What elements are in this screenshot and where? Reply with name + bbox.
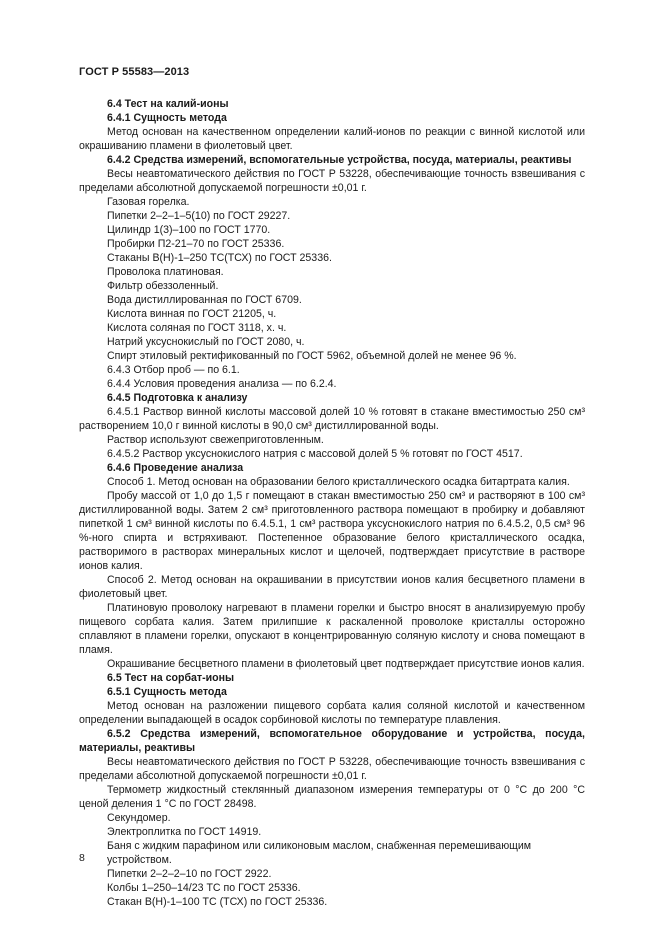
section-heading: 6.5.2 Средства измерений, вспомогательное оборудование и устройства, посуда, материалы, реактивы <box>79 728 585 754</box>
list-item: 6.4.3 Отбор проб — по 6.1. <box>107 364 240 376</box>
paragraph: Способ 2. Метод основан на окрашивании в присутствии ионов калия бесцветного пламени в фиолетовый цвет. <box>79 574 585 600</box>
list-item: 6.4.5.2 Раствор уксуснокислого натрия с массовой долей 5 % готовят по ГОСТ 4517. <box>107 448 523 460</box>
list-item: Кислота соляная по ГОСТ 3118, х. ч. <box>107 322 287 334</box>
section-heading: 6.4 Тест на калий-ионы <box>107 98 229 110</box>
list-item: Спирт этиловый ректификованный по ГОСТ 5962, объемной долей не менее 96 %. <box>107 350 517 362</box>
list-item: Окрашивание бесцветного пламени в фиолетовый цвет подтверждает присутствие ионов калия. <box>107 658 585 670</box>
list-item: Баня с жидким парафином или силиконовым маслом, снабженная перемешивающим устройством. <box>107 840 532 866</box>
list-item: Способ 1. Метод основан на образовании белого кристаллического осадка битартрата калия. <box>107 476 570 488</box>
paragraph: 6.4.5.1 Раствор винной кислоты массовой долей 10 % готовят в стакане вместимостью 250 см³ растворением 10,0 г винной кислоты в 90,0 см³ дистиллированной воды. <box>79 406 585 432</box>
list-item: Проволока платиновая. <box>107 266 224 278</box>
list-item: Газовая горелка. <box>107 196 190 208</box>
list-item: Кислота винная по ГОСТ 21205, ч. <box>107 308 277 320</box>
list-item: Секундомер. <box>107 812 171 824</box>
list-item: Пипетки 2–2–2–10 по ГОСТ 2922. <box>107 868 272 880</box>
paragraph: Термометр жидкостный стеклянный диапазоном измерения температуры от 0 °С до 200 °С ценой деления 1 °С по ГОСТ 28498. <box>79 784 585 810</box>
list-item: Колбы 1–250–14/23 ТС по ГОСТ 25336. <box>107 882 301 894</box>
paragraph: Пробу массой от 1,0 до 1,5 г помещают в стакан вместимостью 250 см³ и растворяют в 100 см³ дистиллированной воды. Затем 2 см³ приготовленного раствора помещают в пробирку и добавляют пипеткой 1 см³ винной кислоты по 6.4.5.1, 1 см³ раствора уксуснокислого натрия по 6.4.5.2, 0,5 см³ 96 %-ного спирта и встряхивают. Постепенное образование белого кристаллического осадка, растворимого в растворах минеральных кислот и щелочей, подтверждает присутствие в растворе ионов калия. <box>79 490 585 572</box>
list-item: Стакан В(Н)-1–100 ТС (ТСХ) по ГОСТ 25336. <box>107 896 328 908</box>
list-item: Цилиндр 1(3)–100 по ГОСТ 1770. <box>107 224 271 236</box>
paragraph: Весы неавтоматического действия по ГОСТ Р 53228, обеспечивающие точность взвешивания с пределами абсолютной допускаемой погрешности ±0,01 г. <box>79 168 585 194</box>
list-item: 6.4.4 Условия проведения анализа — по 6.2.4. <box>107 378 337 390</box>
section-heading: 6.4.6 Проведение анализа <box>107 462 244 474</box>
section-heading: 6.5.1 Сущность метода <box>107 686 227 698</box>
paragraph: Метод основан на разложении пищевого сорбата калия соляной кислотой и качественном определении выпадающей в осадок сорбиновой кислоты по температуре плавления. <box>79 700 585 726</box>
section-heading: 6.4.2 Средства измерений, вспомогательные устройства, посуда, материалы, реактивы <box>107 154 572 166</box>
document-header: ГОСТ Р 55583—2013 <box>79 66 190 78</box>
section-heading: 6.4.1 Сущность метода <box>107 112 227 124</box>
document-body <box>79 97 585 909</box>
list-item: Электроплитка по ГОСТ 14919. <box>107 826 262 838</box>
list-item: Пипетки 2–2–1–5(10) по ГОСТ 29227. <box>107 210 291 222</box>
paragraph: Платиновую проволоку нагревают в пламени горелки и быстро вносят в анализируемую пробу пищевого сорбата калия. Затем прилипшие к раскаленной проволоке кристаллы осторожно сплавляют в пламени горелки, опускают в концентрированную соляную кислоту и снова помещают в пламя. <box>79 602 585 656</box>
paragraph: Весы неавтоматического действия по ГОСТ Р 53228, обеспечивающие точность взвешивания с пределами абсолютной допускаемой погрешности ±0,01 г. <box>79 756 585 782</box>
list-item: Пробирки П2-21–70 по ГОСТ 25336. <box>107 238 285 250</box>
list-item: Стаканы В(Н)-1–250 ТС(ТСХ) по ГОСТ 25336. <box>107 252 332 264</box>
list-item: Раствор используют свежеприготовленным. <box>107 434 324 446</box>
page-number: 8 <box>79 852 85 864</box>
list-item: Натрий уксуснокислый по ГОСТ 2080, ч. <box>107 336 305 348</box>
section-heading: 6.4.5 Подготовка к анализу <box>107 392 248 404</box>
paragraph: Метод основан на качественном определении калий-ионов по реакции с винной кислотой или окрашиванию пламени в фиолетовый цвет. <box>79 126 585 152</box>
list-item: Фильтр обеззоленный. <box>107 280 219 292</box>
list-item: Вода дистиллированная по ГОСТ 6709. <box>107 294 302 306</box>
section-heading: 6.5 Тест на сорбат-ионы <box>107 672 235 684</box>
